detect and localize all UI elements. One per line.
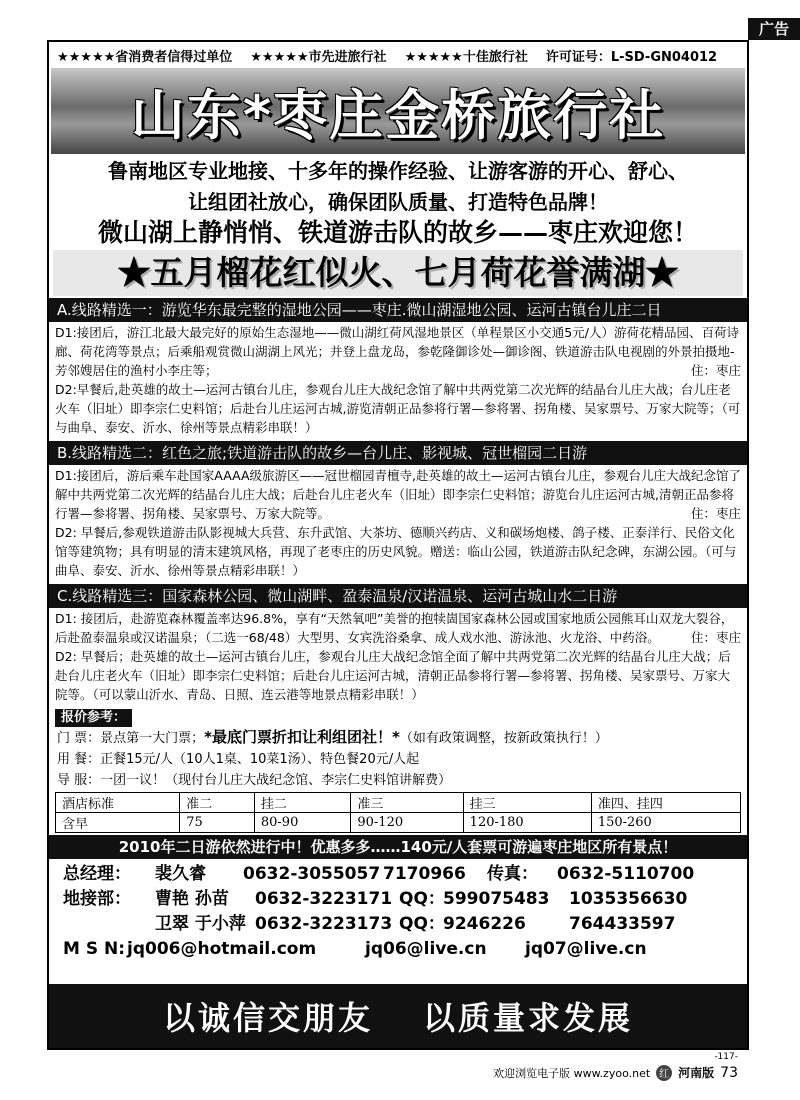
day-text: D1:接团后，游江北最大最完好的原始生态湿地——微山湖红荷风湿地景区（单程景区小交通5元/人）游荷花精品园、百荷诗廊、荷花湾等景点；后乘船观赏微山湖湖上风光；并登上盘龙岛，参乾隆御诊处—御诊阁、铁道游击队电视剧的外景拍摄地-芳邻嫂居住的渔村小李庄等； <box>55 325 739 378</box>
table-header-cell: 酒店标准 <box>56 793 180 813</box>
gm-phone-short: 7170966 <box>383 864 466 884</box>
dept-label: 地接部： <box>63 889 131 909</box>
publisher-logo-icon: 红 <box>656 1065 672 1081</box>
honor-item: ★★★★★省消费者信得过单位 <box>57 49 233 65</box>
gm-phone: 0632-3055057 <box>243 864 381 884</box>
day-text: D1:接团后，游后乘车赴国家AAAA级旅游区——冠世榴园青檀寺,赴英雄的故土—运河古镇台儿庄，参观台儿庄大战纪念馆了解中共两党第二次光辉的结晶台儿庄大战；后赴台儿庄老火车（旧址）即李宗仁史料馆；游览台儿庄运河古城,清朝正品参将行署—参将署、拐角楼、吴家票号、万家大院等。 <box>55 468 742 521</box>
ticket-emphasis: *最底门票折扣让利组团社！* <box>204 728 400 746</box>
motto-bar <box>49 984 747 1048</box>
spacer <box>63 912 155 937</box>
slogan-line-1: 鲁南地区专业地接、十多年的操作经验、让游客游的开心、舒心、 <box>108 159 688 183</box>
table-row <box>56 813 741 833</box>
honor-item: ★★★★★市先进旅行社 <box>250 49 387 65</box>
page-footer <box>493 1064 738 1081</box>
stay-note: 住：枣庄 <box>690 630 741 645</box>
msn-address: jq006@hotmail.com <box>127 939 317 959</box>
contact-row-msn <box>63 937 733 962</box>
route-b-day-2: D2: 早餐后,参观铁道游击队影视城大兵营、东升武馆、大茶坊、德顺兴药店、义和碳场炮楼、鸽子楼、正泰洋行、民俗文化馆等建筑物；具有明显的清末建筑风格，再现了老枣庄的历史风貌。赠送：临山公园，铁道游击队纪念碑，东湖公园。（可与曲阜、泰安、沂水、徐州等景点精彩串联！） <box>55 525 737 578</box>
table-header-cell: 挂二 <box>254 793 351 813</box>
fax-number: 0632-5110700 <box>557 864 695 884</box>
motto-right: 以质量求发展 <box>423 999 634 1037</box>
license-number: 许可证号：L-SD-GN04012 <box>545 49 718 65</box>
table-cell: 80-90 <box>254 813 351 833</box>
table-header-cell: 准三 <box>351 793 463 813</box>
hotel-price-table <box>55 792 741 833</box>
table-cell: 75 <box>180 813 255 833</box>
ad-frame <box>47 40 749 1050</box>
msn-label: M S N: <box>63 939 126 959</box>
table-header-cell: 准四、挂四 <box>591 793 740 813</box>
contact-row-dept-2 <box>63 912 733 937</box>
qq-number: 599075483 <box>443 889 550 909</box>
motto-left: 以诚信交朋友 <box>162 999 373 1037</box>
table-cell: 120-180 <box>463 813 591 833</box>
dept-names: 卫翠 于小萍 <box>155 914 246 934</box>
honors-bar <box>49 42 747 68</box>
contact-row-dept-1 <box>63 887 733 912</box>
route-a-day-2: D2:早餐后,赴英雄的故土—运河古镇台儿庄，参观台儿庄大战纪念馆了解中共两党第二次光辉的结晶台儿庄大战；台儿庄老火车（旧址）即李宗仁史料馆；后赴台儿庄运河古城,游览清朝正品参将行署—参将署、拐角楼、吴家票号、万家大院等；（可与曲阜、泰安、沂水、徐州等景点精彩串联！） <box>55 382 741 435</box>
table-header-row <box>56 793 741 813</box>
route-a-day-1 <box>55 323 741 380</box>
route-b-day-1 <box>55 466 741 523</box>
gm-name: 裴久睿 <box>155 864 206 884</box>
ticket-note: （如有政策调整，按新政策执行！） <box>399 731 608 746</box>
qq-label: QQ： <box>399 889 445 909</box>
contact-row-gm <box>63 862 733 887</box>
msn-address: jq07@live.cn <box>525 939 647 959</box>
table-header-cell: 准二 <box>180 793 255 813</box>
agency-banner <box>51 68 745 154</box>
day-text: D1: 接团后，赴游览森林覆盖率达96.8%，享有“天然氧吧”美誉的抱犊崮国家森林公园或国家地质公园熊耳山双龙大裂谷，后赴盈泰温泉或汉诺温泉；（二选一68/48）大型男、女宾洗浴桑拿、成人戏水池、游泳池、火龙浴、中药浴。 <box>55 611 734 645</box>
route-c-day-1 <box>55 609 741 647</box>
pricing-title: 报价参考： <box>55 709 132 727</box>
qq-number: 764433597 <box>569 914 676 934</box>
stay-note: 住：枣庄 <box>690 363 741 378</box>
qq-number: 1035356630 <box>569 889 688 909</box>
pricing-guide: 导 服：一团一议！（现付台儿庄大战纪念馆、李宗仁史料馆讲解费） <box>57 773 452 788</box>
dept-phone: 0632-3223173 <box>255 914 393 934</box>
edition-label: 河南版 <box>678 1066 715 1080</box>
dept-names: 曹艳 孙苗 <box>155 889 229 909</box>
route-c-day-2: D2: 早餐后；赴英雄的故土—运河古镇台儿庄，参观台儿庄大战纪念馆全面了解中共两党第二次光辉的结晶台儿庄大战；后赴台儿庄老火车（旧址）即李宗仁史料馆；后赴台儿庄运河古城，清朝正品参将行署—参将署、拐角楼、吴家票号、万家大院等。（可以蒙山沂水、青岛、日照、连云港等地景点精彩串联！） <box>55 649 731 702</box>
page-number: 73 <box>720 1064 738 1081</box>
route-c-body <box>49 608 747 706</box>
table-header-cell: 挂三 <box>463 793 591 813</box>
ad-tag: 广告 <box>748 18 800 40</box>
agency-title: 山东*枣庄金桥旅行社 <box>130 83 666 147</box>
route-a-heading: A.线路精选一：游览华东最完整的湿地公园——枣庄.微山湖湿地公园、运河古镇台儿庄二日 <box>49 298 747 322</box>
slogan-line-4: ★五月榴花红似火、七月荷花誉满湖★ <box>53 250 743 296</box>
slogan-line-2: 让组团社放心，确保团队质量、打造特色品牌！ <box>188 190 608 214</box>
msn-address: jq06@live.cn <box>365 939 487 959</box>
fax-label: 传真： <box>487 864 538 884</box>
slogan-line-3: 微山湖上静悄悄、铁道游击队的故乡——枣庄欢迎您！ <box>97 218 698 247</box>
promo-banner: 2010年二日游依然进行中！优惠多多……140元/人套票可游遍枣庄地区所有景点！ <box>49 835 747 859</box>
table-cell: 150-260 <box>591 813 740 833</box>
qq-number: 9246226 <box>443 914 526 934</box>
ticket-label: 门 票：景点第一大门票； <box>57 731 205 746</box>
qq-label: QQ： <box>399 914 445 934</box>
route-c-heading: C.线路精选三：国家森林公园、微山湖畔、盈泰温泉/汉诺温泉、运河古城山水二日游 <box>49 584 747 608</box>
pricing-ticket <box>49 727 747 749</box>
page-marker: -117- <box>714 1052 738 1062</box>
site-text: 欢迎浏览电子版 www.zyoo.net <box>493 1066 651 1080</box>
contacts-block <box>49 859 747 962</box>
honor-item: ★★★★★十佳旅行社 <box>404 49 528 65</box>
pricing-meal: 用 餐：正餐15元/人（10人1桌、10菜1汤）、特色餐20元/人起 <box>57 752 420 767</box>
dept-phone: 0632-3223171 <box>255 889 393 909</box>
table-cell: 90-120 <box>351 813 463 833</box>
route-a-body <box>49 322 747 439</box>
stay-note: 住：枣庄 <box>690 506 741 521</box>
route-b-body <box>49 465 747 582</box>
gm-label: 总经理： <box>63 864 131 884</box>
route-b-heading: B.线路精选二：红色之旅;铁道游击队的故乡—台儿庄、影视城、冠世榴园二日游 <box>49 441 747 465</box>
table-cell: 含早 <box>56 813 180 833</box>
